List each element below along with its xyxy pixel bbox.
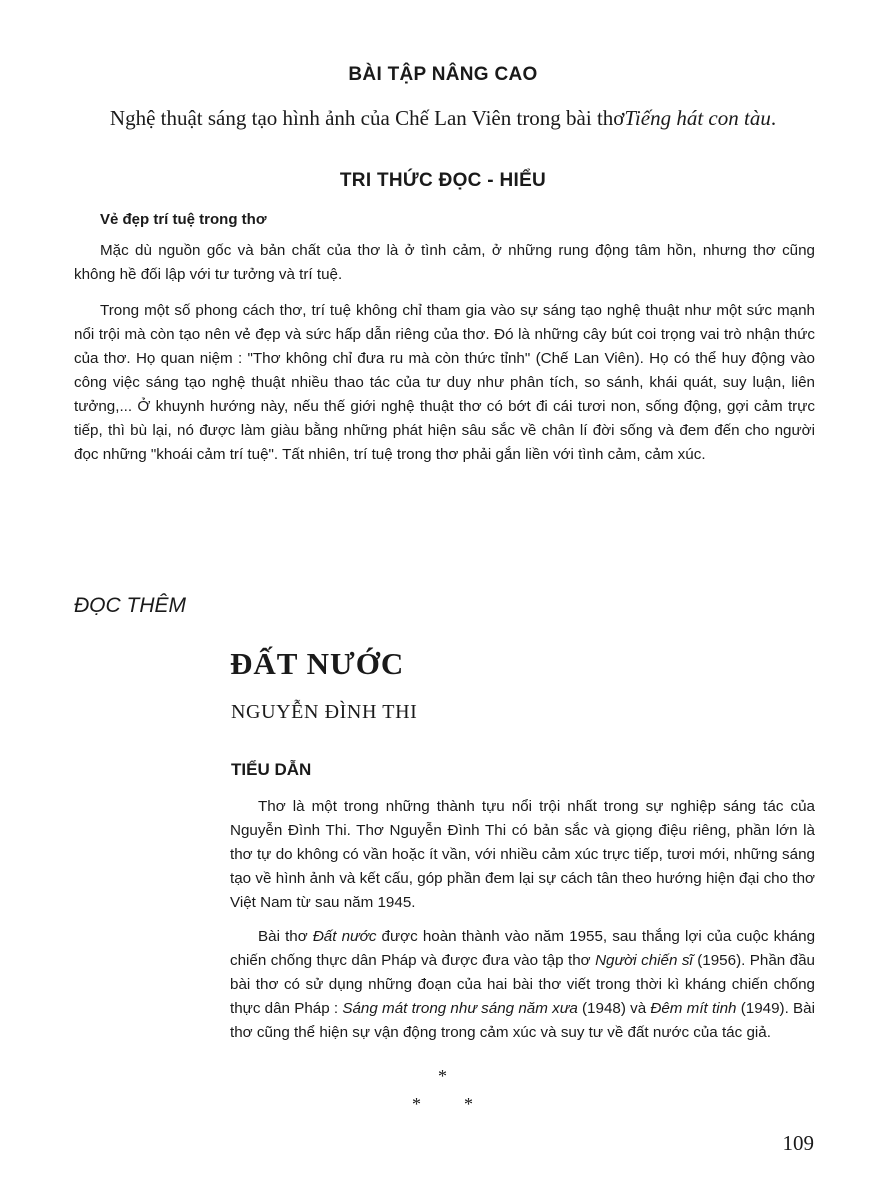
prompt-poem-title: Tiếng hát con tàu [624, 106, 771, 130]
intro-body [230, 795, 815, 1045]
text-run: (1949). Bài thơ cũng thể hiện sự vận động trong cảm xúc và suy tư về đất nước của tác giả. [230, 1000, 815, 1041]
advanced-exercise-heading: BÀI TẬP NÂNG CAO [348, 64, 538, 85]
prompt-text: Nghệ thuật sáng tạo hình ảnh của Chế Lan Viên trong bài thơ [109, 106, 625, 130]
paragraph: Trong một số phong cách thơ, trí tuệ không chỉ tham gia vào sự sáng tạo nghệ thuật như một sức mạnh nổi trội mà còn tạo nên vẻ đẹp và sức hấp dẫn riêng của thơ. Đó là những cây bút coi trọng vai trò nhận thức của thơ. Họ quan niệm : "Thơ không chỉ đưa ru mà còn thức tỉnh" (Chế Lan Viên). Họ có thể huy động vào công việc sáng tạo nghệ thuật nhiều thao tác của tư duy như phân tích, so sánh, khái quát, suy luận, liên tưởng,... Ở khuynh hướng này, nếu thế giới nghệ thuật thơ có bớt đi cái tươi non, sống động, gợi cảm trực tiếp, thì bù lại, nó được làm giàu bằng những phát hiện sâu sắc về chân lí đời sống và đem đến cho người đọc những "khoái cảm trí tuệ". Tất nhiên, trí tuệ trong thơ phải gắn liền với tình cảm, cảm xúc. [74, 302, 815, 463]
intro-heading: TIỂU DẪN [231, 760, 312, 779]
text-run: được hoàn thành vào năm 1955, sau thắng lợi của cuộc kháng chiến chống thực dân Pháp và được đưa vào tập thơ [230, 928, 816, 969]
poem-title-ref: Sáng mát trong như sáng năm xưa [342, 1000, 578, 1017]
text-run: (1956). Phần đầu bài thơ có sử dụng những đoạn của hai bài thơ viết trong thời kì kháng chiến chống thực dân Pháp : [230, 952, 815, 1017]
page-number: 109 [782, 1131, 814, 1155]
poem-title-ref: Đất nước [312, 928, 377, 945]
paragraph: Mặc dù nguồn gốc và bản chất của thơ là ở tình cảm, ở những rung động tâm hồn, nhưng thơ cũng không hề đối lập với tư tưởng và trí tuệ. [74, 242, 815, 283]
paragraph [230, 925, 815, 1045]
reading-knowledge-subheading: Vẻ đẹp trí tuệ trong thơ [100, 211, 267, 228]
reading-knowledge-heading: TRI THỨC ĐỌC - HIỂU [339, 170, 547, 191]
prompt-suffix: . [770, 106, 777, 130]
poem-title-ref: Đêm mít tinh [650, 1000, 737, 1017]
text-run: (1948) và [577, 1000, 651, 1017]
text-run: Bài thơ [258, 928, 313, 945]
poem-author: NGUYỄN ĐÌNH THI [231, 701, 418, 723]
divider-star-top: * [438, 1066, 447, 1086]
further-reading-label: ĐỌC THÊM [74, 594, 186, 617]
divider-star-left: * [412, 1094, 421, 1114]
poem-title: ĐẤT NƯỚC [230, 646, 405, 681]
paragraph: Thơ là một trong những thành tựu nổi trội nhất trong sự nghiệp sáng tác của Nguyễn Đình Thi. Thơ Nguyễn Đình Thi có bản sắc và giọng điệu riêng, phần lớn là thơ tự do không có vần hoặc ít vần, với nhiều cảm xúc trực tiếp, tươi mới, những sáng tạo về hình ảnh và kết cấu, góp phần đem lại sự cách tân theo hướng hiện đại cho thơ Việt Nam từ sau năm 1945. [230, 798, 815, 911]
reading-knowledge-body [74, 239, 815, 467]
advanced-exercise-prompt [0, 106, 886, 131]
divider-star-right: * [464, 1094, 473, 1114]
collection-title-ref: Người chiến sĩ [595, 952, 693, 969]
